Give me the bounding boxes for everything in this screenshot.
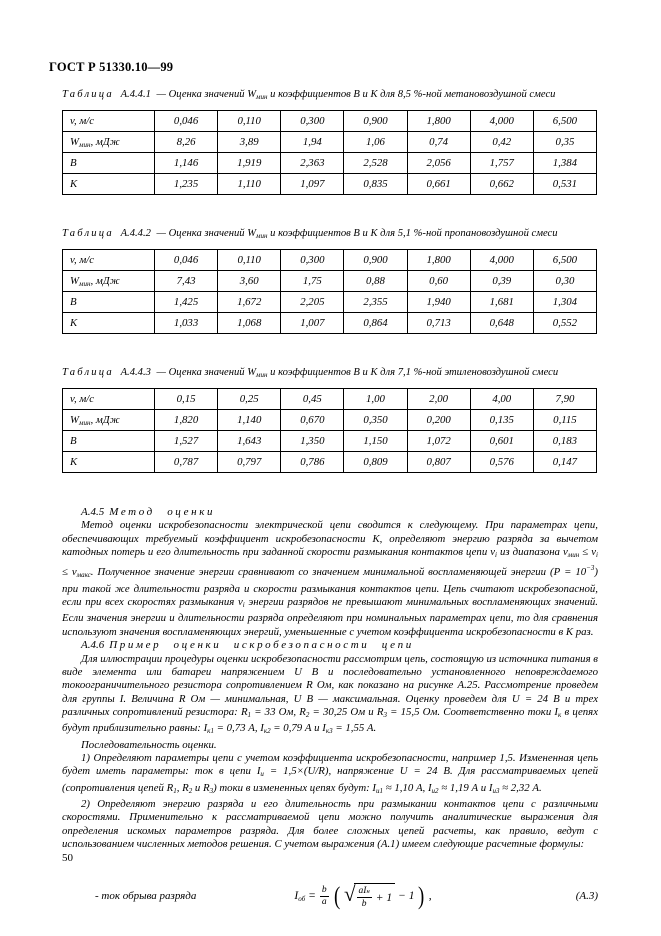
table-cell: 7,90 <box>533 389 596 410</box>
row-label: К <box>63 174 155 195</box>
table-cell: 1,672 <box>218 292 281 313</box>
table-cell: 3,89 <box>218 132 281 153</box>
table-row <box>63 132 597 153</box>
table-cell: 1,350 <box>281 431 344 452</box>
table-cell: 0,35 <box>533 132 596 153</box>
row-label: v, м/с <box>63 250 155 271</box>
table-cell: 0,74 <box>407 132 470 153</box>
table-cell: 1,527 <box>155 431 218 452</box>
data-table-a442 <box>62 249 597 334</box>
table-row <box>63 271 597 292</box>
table-cell: 4,000 <box>470 111 533 132</box>
table-cell: 1,75 <box>281 271 344 292</box>
paragraph-a46-sequence: Последовательность оценки. <box>81 738 217 751</box>
open-paren: ( <box>333 882 340 910</box>
row-label: В <box>63 292 155 313</box>
table-cell: 0,807 <box>407 452 470 473</box>
caption-text: — Оценка значений $W_{мин}$ и коэффициентов В и К для 5,1 %-ной пропановоздушной смеси <box>156 228 558 240</box>
radical-icon: √ <box>344 882 356 907</box>
document-header: ГОСТ Р 51330.10—99 <box>49 60 174 74</box>
paragraph-a46-item2: 2) Определяют энергию разряда и его длительность при размыкании контактов цепи с различными скоростями. Применительно к рассматриваемой цепи можно получить аналитические выражения для определения искомых параметров разряда. Для более сложных цепей расчеты, как правило, ведут с использованием численных методов решения. С учетом выражения (А.1) имеем следующие расчетные формулы: <box>62 798 598 851</box>
section-heading-a46 <box>62 639 598 652</box>
minus-one: − 1 <box>398 890 415 903</box>
table-block-a443 <box>62 367 598 473</box>
table-cell: 0,300 <box>281 111 344 132</box>
table-row <box>63 153 597 174</box>
row-label: $W_{мин}$, мДж <box>63 271 155 292</box>
row-label: $W_{мин}$, мДж <box>63 132 155 153</box>
table-cell: 1,681 <box>470 292 533 313</box>
table-cell: 0,046 <box>155 111 218 132</box>
table-row <box>63 174 597 195</box>
table-cell: 1,820 <box>155 410 218 431</box>
table-cell: 0,350 <box>344 410 407 431</box>
table-cell: 0,115 <box>533 410 596 431</box>
table-row <box>63 410 597 431</box>
caption-number: А.4.4.1 <box>120 89 151 100</box>
table-cell: 0,147 <box>533 452 596 473</box>
caption-number: А.4.4.2 <box>120 228 151 239</box>
caption-word: Таблица <box>62 367 114 378</box>
table-cell: 1,097 <box>281 174 344 195</box>
plus-one: + 1 <box>375 891 393 904</box>
row-label: v, м/с <box>63 111 155 132</box>
table-row <box>63 389 597 410</box>
table-cell: 1,384 <box>533 153 596 174</box>
table-cell: 0,835 <box>344 174 407 195</box>
table-caption-a441 <box>62 89 598 101</box>
caption-word: Таблица <box>62 228 114 239</box>
table-caption-a442 <box>62 228 598 240</box>
table-cell: 1,06 <box>344 132 407 153</box>
formula-a3 <box>294 883 431 909</box>
table-cell: 1,919 <box>218 153 281 174</box>
table-cell: 1,007 <box>281 313 344 334</box>
table-cell: 0,135 <box>470 410 533 431</box>
table-cell: 1,643 <box>218 431 281 452</box>
table-cell: 6,500 <box>533 250 596 271</box>
caption-word: Таблица <box>62 89 114 100</box>
table-cell: 0,183 <box>533 431 596 452</box>
square-root <box>344 883 395 909</box>
table-cell: 1,072 <box>407 431 470 452</box>
formula-label: - ток обрыва разряда <box>95 890 197 903</box>
table-cell: 2,528 <box>344 153 407 174</box>
paragraph-a46-intro: Для иллюстрации процедуры оценки искробезопасности рассмотрим цепь, состоящую из источника питания в виде элемента или батареи напряжением U В и последовательно установленного неповреждаемого токоограничительного резистора сопротивлением R Ом, как показано на рисунке А.25. Рассмотрение проведем для группы I. Величина R Ом — минимальная, U В — максимальная. Оценку проведем для U = 24 В и трех различных сопротивлений резистора: $R_1 = 33$ Ом, $R_2 = 30,25$ Ом и $R_3 = 15,5$ Ом. Соответственно токи $I_к$ в цепях будут приблизительно равны: $I_{к1} = 0,73$ А, $I_{к2} = 0,79$ А и $I_{к3} = 1,55$ А. <box>62 652 598 736</box>
table-row <box>63 111 597 132</box>
table-cell: 4,00 <box>470 389 533 410</box>
table-cell: 1,800 <box>407 250 470 271</box>
table-body <box>63 250 597 334</box>
table-cell: 2,056 <box>407 153 470 174</box>
table-cell: 0,661 <box>407 174 470 195</box>
table-cell: 0,15 <box>155 389 218 410</box>
table-cell: 0,39 <box>470 271 533 292</box>
table-cell: 1,150 <box>344 431 407 452</box>
table-cell: 1,00 <box>344 389 407 410</box>
table-cell: 1,068 <box>218 313 281 334</box>
table-body <box>63 389 597 473</box>
heading-title: Метод оценки <box>109 506 216 518</box>
table-row <box>63 250 597 271</box>
paragraph-a46-item1: 1) Определяют параметры цепи с учетом коэффициента искробезопасности, например 1,5. Измененная цепь будет иметь параметры: ток в цепи $I_и = 1,5\times(U/R)$, напряжение U = 24 В. Для рассматриваемых цепей (сопротивления цепей $R_1$, $R_2$ и $R_3$) токи в измененных цепях будут: $I_{и1} \approx 1,10$ А, $I_{и2} \approx 1,19$ А и $I_{и3} \approx 2,32$ А. <box>62 751 598 795</box>
table-cell: 7,43 <box>155 271 218 292</box>
table-cell: 1,235 <box>155 174 218 195</box>
table-cell: 0,670 <box>281 410 344 431</box>
table-block-a442 <box>62 228 598 334</box>
radicand <box>354 883 396 909</box>
table-block-a441 <box>62 89 598 195</box>
row-label: В <box>63 153 155 174</box>
row-label: К <box>63 452 155 473</box>
table-cell: 0,601 <box>470 431 533 452</box>
table-cell: 1,757 <box>470 153 533 174</box>
heading-number: А.4.6 <box>81 639 105 652</box>
paragraph-a45: Метод оценки искробезопасности электрической цепи сводится к следующему. При параметрах цепи, обеспечивающих требуемый коэффициент искробезопасности К, определяют энергию разряда за вычетом катодных потерь и его длительность при заданной скорости размыкания контактов цепи $v_i$ из диапазона $v_{мин} \le v_i \le v_{макс}$. Полученное значение энергии сравнивают со значением минимальной воспламеняющей энергии $(Р = 10^{-3})$ при такой же длительности разряда и скорости размыкания контактов цепи. Цепь считают искробезопасной, если при всех скоростях размыкания $v_i$ энергии разрядов не превышают минимальных воспламеняющих значений. Если значения энергии и длительности разряда определяют при номинальных параметрах цепи, то для сравнения используют значения воспламеняющих энергий, уменьшенные с учетом коэффициента искробезопасности в К раз. <box>62 519 599 638</box>
table-cell: 0,662 <box>470 174 533 195</box>
table-cell: 1,425 <box>155 292 218 313</box>
table-cell: 0,300 <box>281 250 344 271</box>
equals-sign: = <box>308 890 316 903</box>
table-cell: 1,800 <box>407 111 470 132</box>
table-cell: 2,355 <box>344 292 407 313</box>
table-cell: 0,88 <box>344 271 407 292</box>
table-cell: 0,713 <box>407 313 470 334</box>
table-row <box>63 313 597 334</box>
table-cell: 1,146 <box>155 153 218 174</box>
table-cell: 0,900 <box>344 250 407 271</box>
table-cell: 0,110 <box>218 111 281 132</box>
table-cell: 0,787 <box>155 452 218 473</box>
table-cell: 1,94 <box>281 132 344 153</box>
row-label: v, м/с <box>63 389 155 410</box>
table-cell: 0,110 <box>218 250 281 271</box>
table-cell: 0,531 <box>533 174 596 195</box>
table-cell: 0,60 <box>407 271 470 292</box>
table-caption-a443 <box>62 367 598 379</box>
table-cell: 0,30 <box>533 271 596 292</box>
page-number: 50 <box>62 852 73 864</box>
table-body <box>63 111 597 195</box>
table-cell: 0,900 <box>344 111 407 132</box>
table-cell: 0,786 <box>281 452 344 473</box>
table-cell: 0,552 <box>533 313 596 334</box>
caption-text: — Оценка значений $W_{мин}$ и коэффициентов В и К для 7,1 %-ной этиленовоздушной смеси <box>156 367 559 379</box>
table-cell: 1,940 <box>407 292 470 313</box>
comma: , <box>428 890 432 903</box>
table-cell: 0,797 <box>218 452 281 473</box>
caption-number: А.4.4.3 <box>120 367 151 378</box>
table-cell: 2,00 <box>407 389 470 410</box>
fraction-ain-over-b: aI н b <box>358 886 370 909</box>
heading-title: Пример оценки искробезопасности цепи <box>109 639 414 652</box>
table-cell: 2,363 <box>281 153 344 174</box>
table-cell: 0,200 <box>407 410 470 431</box>
table-cell: 8,26 <box>155 132 218 153</box>
table-cell: 1,110 <box>218 174 281 195</box>
row-label: $W_{мин}$, мДж <box>63 410 155 431</box>
table-cell: 2,205 <box>281 292 344 313</box>
table-cell: 1,304 <box>533 292 596 313</box>
table-row <box>63 292 597 313</box>
table-cell: 0,25 <box>218 389 281 410</box>
table-cell: 0,046 <box>155 250 218 271</box>
table-cell: 0,864 <box>344 313 407 334</box>
row-label: В <box>63 431 155 452</box>
heading-number: А.4.5 <box>81 506 105 518</box>
fraction-b-over-a: $\frac{b}{a}$ <box>321 884 327 908</box>
table-cell: 0,809 <box>344 452 407 473</box>
data-table-a441 <box>62 110 597 195</box>
data-table-a443 <box>62 388 597 473</box>
table-cell: 0,45 <box>281 389 344 410</box>
caption-text: — Оценка значений $W_{мин}$ и коэффициентов В и К для 8,5 %-ной метановоздушной смеси <box>156 89 556 101</box>
table-cell: 6,500 <box>533 111 596 132</box>
table-cell: 1,140 <box>218 410 281 431</box>
formula-number: (А.3) <box>575 890 598 903</box>
formula-lhs: $I_{об}$ <box>294 889 306 903</box>
table-cell: 0,648 <box>470 313 533 334</box>
table-row <box>63 452 597 473</box>
formula-row <box>62 875 598 917</box>
table-cell: 0,42 <box>470 132 533 153</box>
section-heading-a45 <box>62 506 598 519</box>
table-cell: 4,000 <box>470 250 533 271</box>
row-label: К <box>63 313 155 334</box>
page-content <box>62 89 598 917</box>
table-row <box>63 431 597 452</box>
table-cell: 3,60 <box>218 271 281 292</box>
table-cell: 1,033 <box>155 313 218 334</box>
close-paren: ) <box>418 882 425 910</box>
table-cell: 0,576 <box>470 452 533 473</box>
